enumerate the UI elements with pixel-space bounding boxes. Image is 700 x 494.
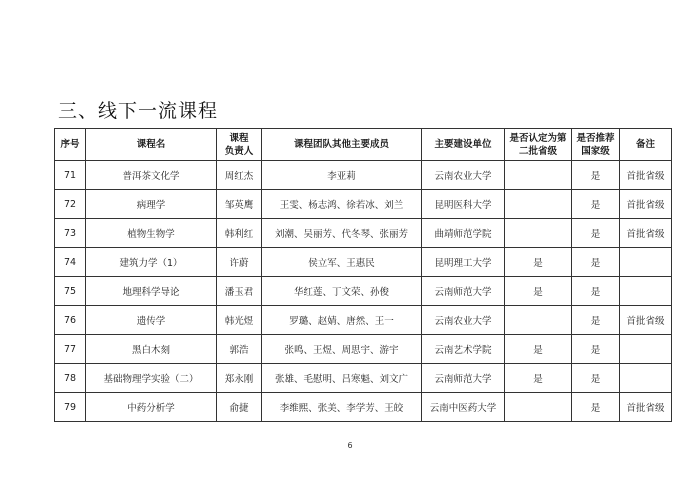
cell-seq: 77 [55,335,86,364]
cell-unit: 昆明理工大学 [422,248,505,277]
cell-unit: 云南农业大学 [422,161,505,190]
cell-provincial [505,161,572,190]
cell-unit: 云南师范大学 [422,364,505,393]
cell-leader: 许蔚 [217,248,262,277]
cell-remark: 首批省级 [620,393,672,422]
cell-seq: 72 [55,190,86,219]
cell-course-name: 普洱茶文化学 [86,161,217,190]
cell-seq: 73 [55,219,86,248]
header-leader: 课程 负责人 [217,129,262,161]
cell-national: 是 [572,277,620,306]
cell-national: 是 [572,364,620,393]
cell-leader: 郑永刚 [217,364,262,393]
cell-course-name: 病理学 [86,190,217,219]
header-national: 是否推荐 国家级 [572,129,620,161]
cell-remark [620,248,672,277]
cell-members: 李亚莉 [262,161,422,190]
cell-members: 侯立军、王惠民 [262,248,422,277]
cell-national: 是 [572,335,620,364]
table-row [55,219,672,248]
cell-remark [620,364,672,393]
cell-provincial [505,190,572,219]
table-row [55,306,672,335]
cell-seq: 76 [55,306,86,335]
cell-seq: 71 [55,161,86,190]
cell-members: 张鸣、王煜、周思宇、游宇 [262,335,422,364]
cell-unit: 云南师范大学 [422,277,505,306]
cell-members: 华红莲、丁文荣、孙俊 [262,277,422,306]
cell-provincial [505,219,572,248]
cell-members: 张雄、毛慰明、吕寒魁、刘文广 [262,364,422,393]
cell-provincial: 是 [505,277,572,306]
cell-seq: 74 [55,248,86,277]
table-row [55,277,672,306]
header-provincial: 是否认定为第 二批省级 [505,129,572,161]
cell-seq: 79 [55,393,86,422]
cell-members: 王雯、杨志鸿、徐若冰、刘兰 [262,190,422,219]
cell-course-name: 黑白木刻 [86,335,217,364]
cell-seq: 75 [55,277,86,306]
table-row [55,190,672,219]
cell-provincial: 是 [505,335,572,364]
page-number: 6 [347,441,353,450]
cell-leader: 韩利红 [217,219,262,248]
cell-course-name: 中药分析学 [86,393,217,422]
cell-remark: 首批省级 [620,161,672,190]
header-remark: 备注 [620,129,672,161]
cell-members: 罗璐、赵婧、唐然、王一 [262,306,422,335]
cell-leader: 俞捷 [217,393,262,422]
cell-national: 是 [572,219,620,248]
cell-course-name: 遗传学 [86,306,217,335]
cell-unit: 云南农业大学 [422,306,505,335]
cell-national: 是 [572,393,620,422]
cell-leader: 周红杰 [217,161,262,190]
cell-remark: 首批省级 [620,306,672,335]
cell-unit: 云南艺术学院 [422,335,505,364]
cell-leader: 郭浩 [217,335,262,364]
course-table [54,128,672,422]
cell-national: 是 [572,306,620,335]
cell-provincial: 是 [505,364,572,393]
section-title: 三、线下一流课程 [58,100,219,122]
cell-unit: 昆明医科大学 [422,190,505,219]
cell-course-name: 植物生物学 [86,219,217,248]
table-row [55,393,672,422]
cell-members: 刘潮、吴丽芳、代冬琴、张丽芳 [262,219,422,248]
table-row [55,248,672,277]
cell-leader: 潘玉君 [217,277,262,306]
cell-leader: 邹英鹰 [217,190,262,219]
cell-course-name: 地理科学导论 [86,277,217,306]
cell-remark: 首批省级 [620,219,672,248]
table-header-row [55,129,672,161]
cell-remark: 首批省级 [620,190,672,219]
header-unit: 主要建设单位 [422,129,505,161]
table-row [55,161,672,190]
cell-remark [620,277,672,306]
table-row [55,335,672,364]
cell-members: 李维熙、张美、李学芳、王皎 [262,393,422,422]
cell-unit: 曲靖师范学院 [422,219,505,248]
header-members: 课程团队其他主要成员 [262,129,422,161]
cell-provincial: 是 [505,248,572,277]
header-seq: 序号 [55,129,86,161]
cell-national: 是 [572,190,620,219]
cell-provincial [505,393,572,422]
cell-national: 是 [572,248,620,277]
cell-provincial [505,306,572,335]
cell-course-name: 基础物理学实验（二） [86,364,217,393]
cell-remark [620,335,672,364]
table-row [55,364,672,393]
cell-seq: 78 [55,364,86,393]
cell-unit: 云南中医药大学 [422,393,505,422]
cell-course-name: 建筑力学（1） [86,248,217,277]
header-course-name: 课程名 [86,129,217,161]
cell-leader: 韩光煜 [217,306,262,335]
cell-national: 是 [572,161,620,190]
